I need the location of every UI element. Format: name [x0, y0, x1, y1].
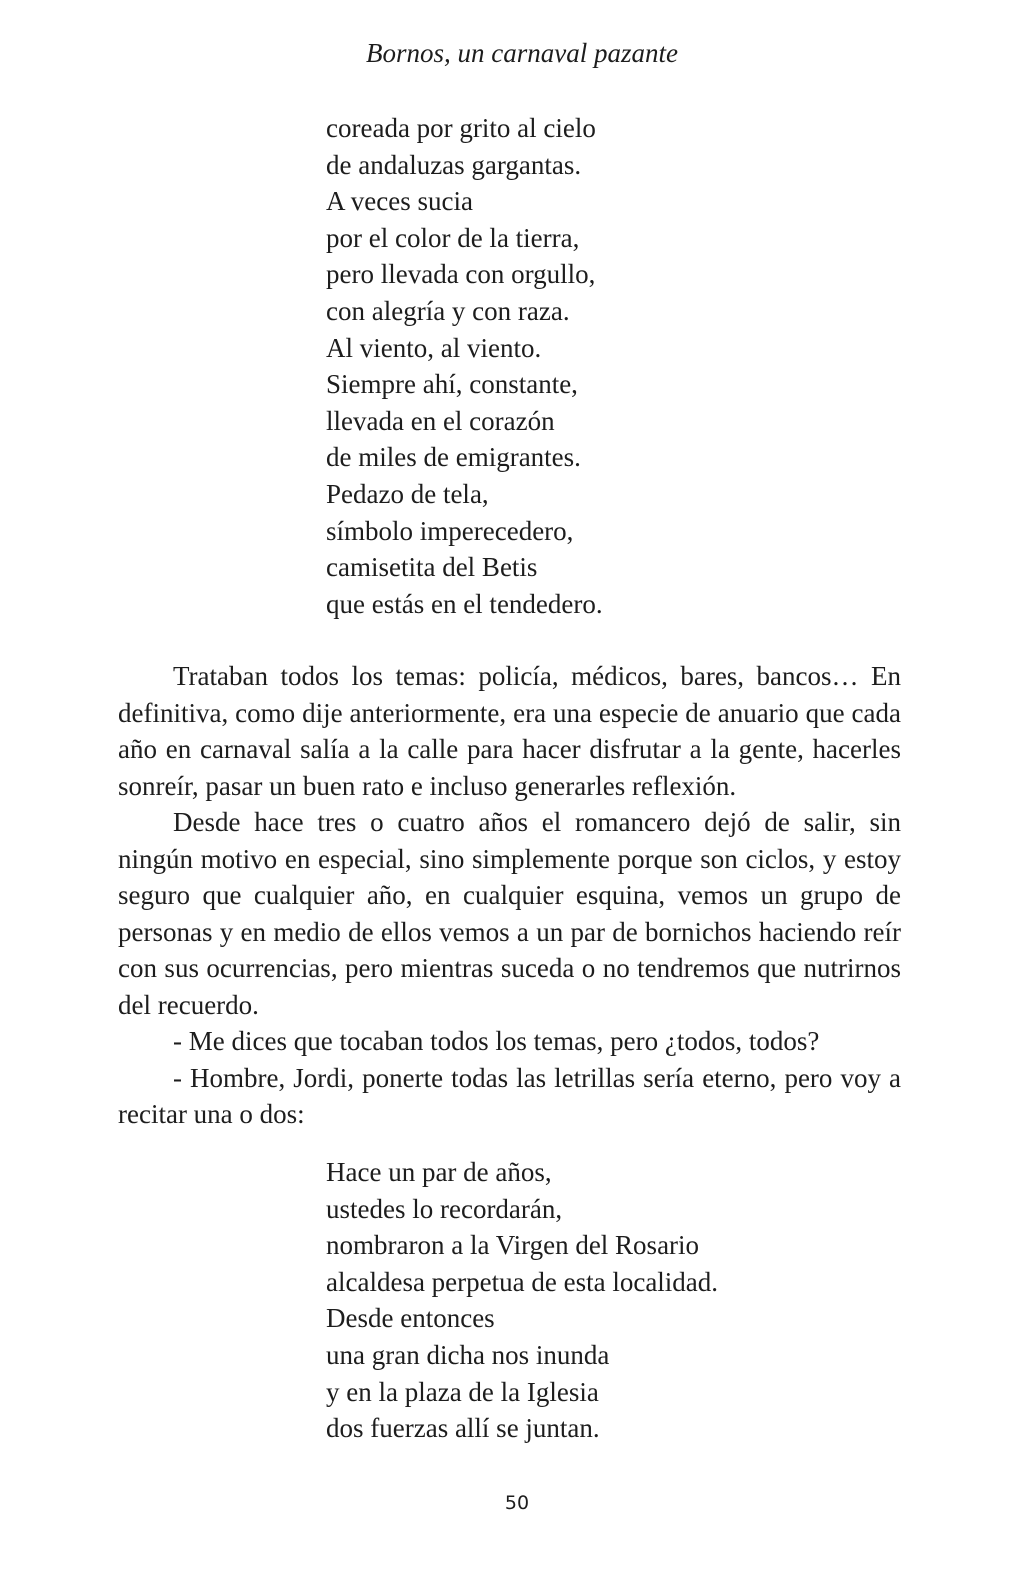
verse-line: Hace un par de años,: [326, 1157, 552, 1187]
verse-line: Pedazo de tela,: [326, 478, 489, 509]
running-title: Bornos, un carnaval pazante: [366, 38, 678, 68]
verse-line: símbolo imperecedero,: [326, 515, 574, 546]
verse-line: Desde entonces: [326, 1303, 495, 1334]
verse-stanza: [326, 1154, 718, 1447]
verse-line: Al viento, al viento.: [326, 332, 542, 363]
verse-line: coreada por grito al cielo: [326, 113, 596, 143]
verse-line: una gran dicha nos inunda: [326, 1339, 610, 1370]
verse-line: llevada en el corazón: [326, 405, 555, 436]
verse-line: y en la plaza de la Iglesia: [326, 1376, 599, 1407]
page-number: 50: [504, 1492, 530, 1514]
verse-line: con alegría y con raza.: [326, 295, 570, 326]
verse-line: Siempre ahí, constante,: [326, 369, 578, 400]
paragraph: Desde hace tres o cuatro años el romancero dejó de salir, sin ningún motivo en especial, sino simplemente porque son ciclos, y estoy seguro que cualquier año, en cualquier esquina, vemos un grupo de personas y en medio de ellos vemos a un par de bornichos haciendo reír con sus ocurrencias, pero mientras suceda o no tendremos que nutrirnos del recuerdo.: [118, 807, 901, 1020]
verse-line: de miles de emigrantes.: [326, 442, 581, 473]
verse-line: ustedes lo recordarán,: [326, 1193, 563, 1224]
verse-line: de andaluzas gargantas.: [326, 149, 582, 180]
paragraph: Trataban todos los temas: policía, médicos, bares, bancos… En definitiva, como dije anteriormente, era una especie de anuario que cada año en carnaval salía a la calle para hacer disfrutar a la gente, hacerles sonreír, pasar un buen rato e incluso generarles reflexión.: [118, 661, 901, 801]
dialogue-line: - Me dices que tocaban todos los temas, pero ¿todos, todos?: [173, 1026, 820, 1056]
verse-line: nombraron a la Virgen del Rosario: [326, 1230, 700, 1261]
verse-stanza: [326, 110, 603, 622]
verse-line: alcaldesa perpetua de esta localidad.: [326, 1266, 719, 1297]
verse-line: camisetita del Betis: [326, 552, 538, 583]
verse-line: por el color de la tierra,: [326, 222, 580, 253]
verse-line: pero llevada con orgullo,: [326, 259, 596, 290]
body-text: [118, 658, 901, 1133]
verse-line: A veces sucia: [326, 186, 473, 217]
verse-line: dos fuerzas allí se juntan.: [326, 1413, 600, 1444]
verse-line: que estás en el tendedero.: [326, 588, 603, 619]
dialogue-line: - Hombre, Jordi, ponerte todas las letrillas sería eterno, pero voy a recitar una o dos:: [118, 1062, 901, 1129]
